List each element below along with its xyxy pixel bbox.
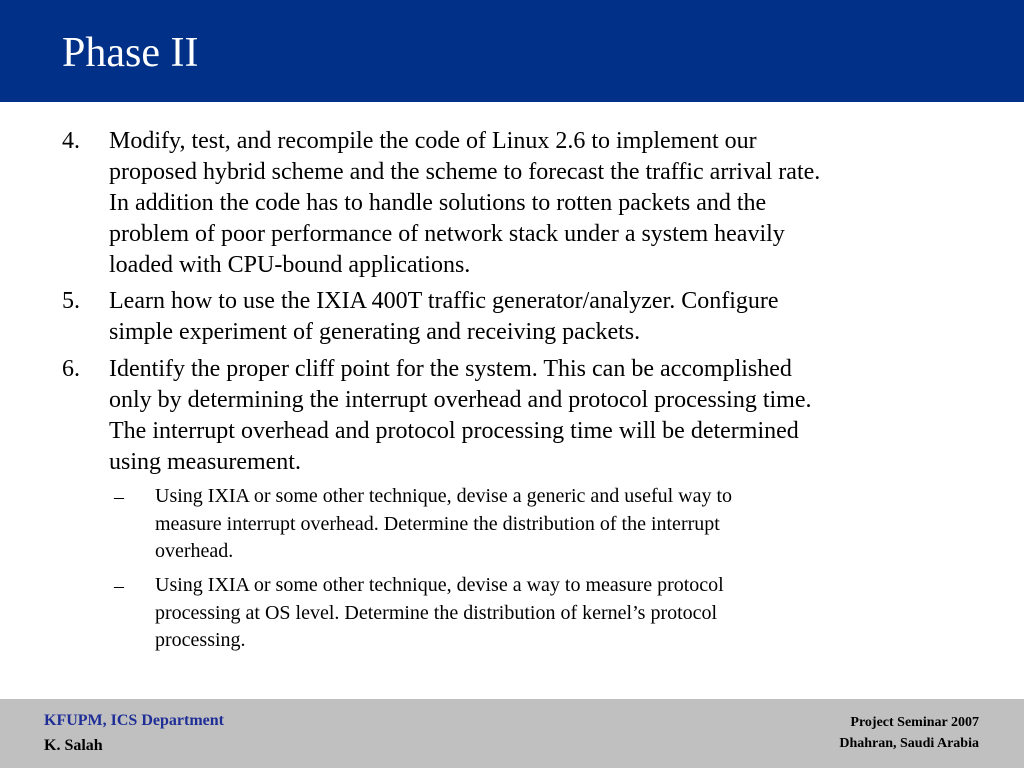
item-number: 4.	[62, 128, 80, 154]
item-number: 6.	[62, 356, 80, 382]
location-label: Dhahran, Saudi Arabia	[839, 736, 979, 751]
text-line: overhead.	[155, 540, 234, 562]
text-line: In addition the code has to handle solutions to rotten packets and the	[109, 190, 767, 216]
slide-title: Phase II	[62, 30, 199, 76]
event-label: Project Seminar 2007	[850, 715, 979, 730]
department-label: KFUPM, ICS Department	[44, 712, 224, 729]
text-line: simple experiment of generating and receiving packets.	[109, 319, 641, 345]
text-line: The interrupt overhead and protocol processing time will be determined	[109, 418, 799, 444]
text-line: Modify, test, and recompile the code of Linux 2.6 to implement our	[109, 128, 757, 154]
item-text	[109, 354, 979, 478]
text-line: processing at OS level. Determine the distribution of kernel’s protocol	[155, 601, 718, 624]
item-text	[109, 126, 979, 281]
text-line: loaded with CPU-bound applications.	[109, 252, 471, 278]
dash-bullet: –	[114, 486, 124, 508]
footer-bar	[0, 699, 1024, 768]
text-line: using measurement.	[109, 449, 301, 475]
item-number: 5.	[62, 288, 80, 314]
author-label: K. Salah	[44, 737, 103, 754]
title-bar	[0, 0, 1024, 102]
text-line: Learn how to use the IXIA 400T traffic generator/analyzer. Configure	[109, 288, 779, 314]
sub-item-text	[155, 572, 915, 655]
item-text	[109, 286, 979, 348]
text-line: measure interrupt overhead. Determine the distribution of the interrupt	[155, 512, 720, 535]
text-line: Identify the proper cliff point for the system. This can be accomplished	[109, 356, 792, 382]
dash-bullet: –	[114, 575, 124, 597]
text-line: Using IXIA or some other technique, devise a generic and useful way to	[155, 485, 733, 507]
sub-item-text	[155, 483, 915, 566]
text-line: proposed hybrid scheme and the scheme to forecast the traffic arrival rate.	[109, 159, 821, 185]
text-line: only by determining the interrupt overhead and protocol processing time.	[109, 387, 812, 413]
text-line: processing.	[155, 629, 246, 651]
text-line: problem of poor performance of network stack under a system heavily	[109, 221, 785, 247]
text-line: Using IXIA or some other technique, devise a way to measure protocol	[155, 574, 724, 596]
